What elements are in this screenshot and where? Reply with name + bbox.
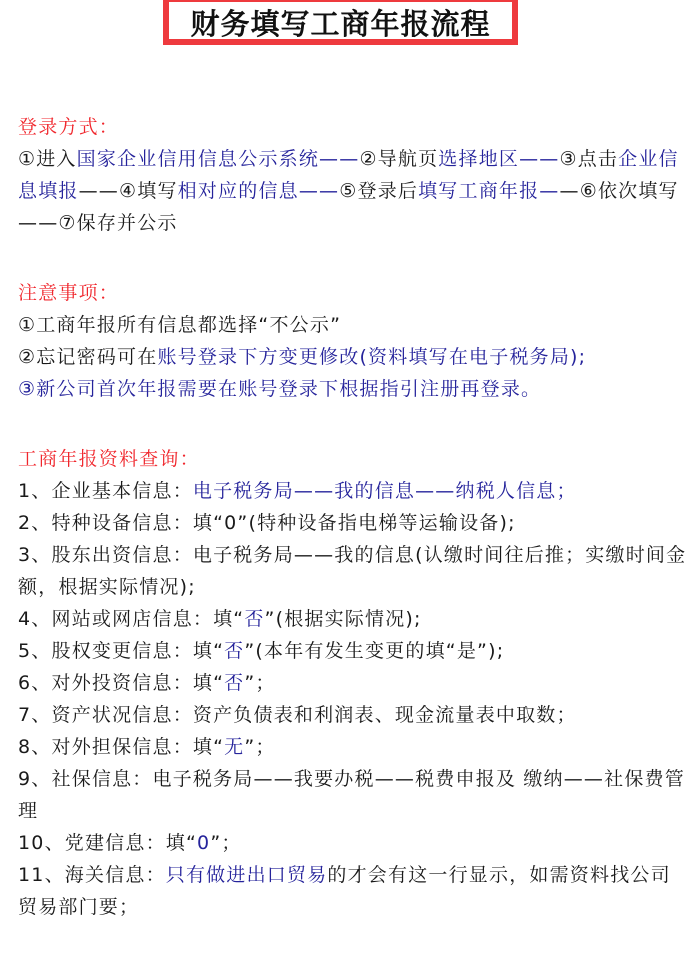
notes-section [18, 277, 688, 405]
query-item-1 [18, 475, 688, 507]
step-highlight: 相对应的信息—— [177, 180, 340, 202]
section-heading-notes: 注意事项： [18, 282, 120, 304]
item-highlight: 否 [244, 608, 265, 630]
item-text: 7、资产状况信息：资产负债表和利润表、现金流量表中取数； [18, 704, 577, 726]
item-text: 3、股东出资信息：电子税务局——我的信息(认缴时间往后推；实缴时间金额，根据实际情况); [18, 544, 687, 598]
item-text: ”； [244, 736, 276, 758]
item-highlight: 无 [224, 736, 245, 758]
item-text: ”； [244, 672, 276, 694]
step-text: ③点击 [559, 148, 619, 170]
item-highlight: 否 [224, 640, 245, 662]
query-item-5 [18, 635, 688, 667]
item-text: 4、网站或网店信息：填“ [18, 608, 245, 630]
item-text: 的才会有这一行显示，如需资料找公司贸易部门要； [18, 864, 671, 918]
item-highlight: 只有做进出口贸易 [165, 864, 328, 886]
step-highlight: 选择地区—— [438, 148, 560, 170]
query-item-8 [18, 731, 688, 763]
item-label: 1、企业基本信息： [18, 480, 193, 502]
item-text: ”(根据实际情况); [264, 608, 422, 630]
query-item-3 [18, 539, 688, 603]
item-highlight: 0 [197, 832, 211, 854]
note-item [18, 341, 688, 373]
note-item [18, 309, 688, 341]
login-steps [18, 143, 688, 239]
query-item-11 [18, 859, 688, 923]
item-text: 6、对外投资信息：填“ [18, 672, 225, 694]
step-highlight: 填写工商年报— [418, 180, 560, 202]
item-text: 8、对外担保信息：填“ [18, 736, 225, 758]
step-text: —⑥依次填写——⑦保存并公示 [18, 180, 679, 234]
item-text: 9、社保信息：电子税务局——我要办税——税费申报及 缴纳——社保费管理 [18, 768, 685, 822]
query-item-2 [18, 507, 688, 539]
note-highlight: ③新公司首次年报需要在账号登录下根据指引注册再登录。 [18, 378, 542, 400]
login-section [18, 111, 688, 239]
section-heading-query: 工商年报资料查询： [18, 448, 200, 470]
page-title: 财务填写工商年报流程 [190, 7, 491, 41]
step-text: ——④填写 [78, 180, 178, 202]
step-highlight: 企业信息填报 [18, 148, 679, 202]
item-text: 5、股权变更信息：填“ [18, 640, 225, 662]
query-item-6 [18, 667, 688, 699]
item-text: ”； [210, 832, 242, 854]
query-item-9 [18, 763, 688, 827]
step-text: ⑤登录后 [339, 180, 419, 202]
step-text: ①进入 [18, 148, 77, 170]
query-item-4 [18, 603, 688, 635]
note-highlight: 账号登录下方变更修改(资料填写在电子税务局); [157, 346, 587, 368]
item-highlight: 否 [224, 672, 245, 694]
item-text: ”(本年有发生变更的填“是”); [244, 640, 505, 662]
note-text: ①工商年报所有信息都选择“不公示” [18, 314, 342, 336]
document-body [18, 111, 688, 923]
title-box [163, 0, 518, 45]
note-item [18, 373, 688, 405]
item-highlight: 电子税务局——我的信息——纳税人信息； [192, 480, 577, 502]
step-text: ②导航页 [359, 148, 439, 170]
step-highlight: 国家企业信用信息公示系统—— [76, 148, 360, 170]
query-section [18, 443, 688, 923]
item-label: 11、海关信息： [18, 864, 166, 886]
item-text: 10、党建信息：填“ [18, 832, 198, 854]
item-text: 2、特种设备信息：填“0”(特种设备指电梯等运输设备); [18, 512, 516, 534]
query-item-7 [18, 699, 688, 731]
note-text: ②忘记密码可在 [18, 346, 158, 368]
section-heading-login: 登录方式： [18, 116, 120, 138]
query-item-10 [18, 827, 688, 859]
